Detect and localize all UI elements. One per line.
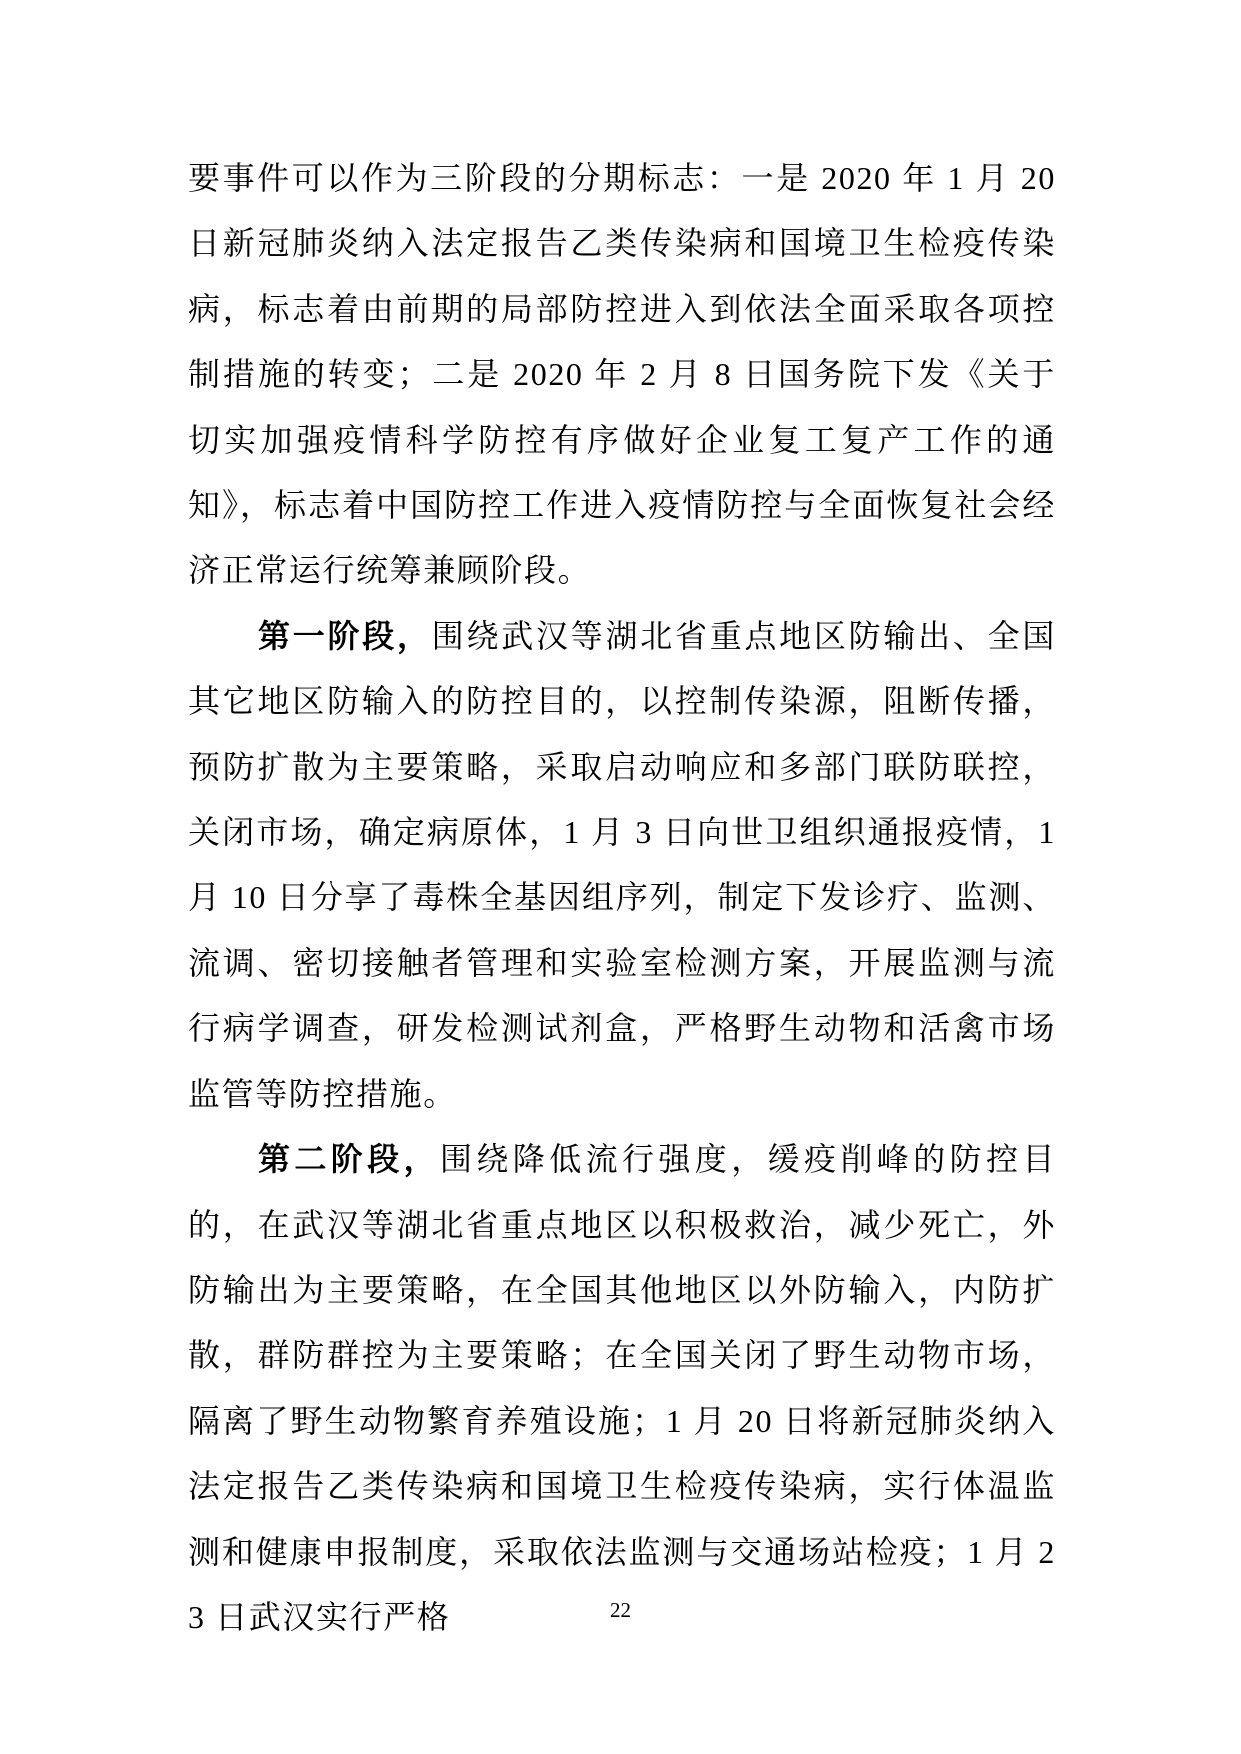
paragraph-phase-one [188, 604, 1056, 1127]
page-body-text [188, 146, 1056, 1650]
paragraph-continuation [188, 146, 1056, 604]
paragraph-phase-two [188, 1127, 1056, 1650]
paragraph-text: 围绕武汉等湖北省重点地区防输出、全国其它地区防输入的防控目的，以控制传染源，阻断传播，预防扩散为主要策略，采取启动响应和多部门联防联控，关闭市场，确定病原体，1 月 3 日向世卫组织通报疫情，1 月 10 日分享了毒株全基因组序列，制定下发诊疗、监测、流调、密切接触者管理和实验室检测方案，开展监测与流行病学调查，研发检测试剂盒，严格野生动物和活禽市场监管等防控措施。 [188, 617, 1056, 1112]
phase-one-heading: 第一阶段， [258, 617, 432, 654]
page-number: 22 [610, 1598, 631, 1622]
paragraph-text: 围绕降低流行强度，缓疫削峰的防控目的，在武汉等湖北省重点地区以积极救治，减少死亡，外防输出为主要策略，在全国其他地区以外防输入，内防扩散，群防群控为主要策略；在全国关闭了野生动物市场，隔离了野生动物繁育养殖设施；1 月 20 日将新冠肺炎纳入法定报告乙类传染病和国境卫生检疫传染病，实行体温监测和健康申报制度，采取依法监测与交通场站检疫；1 月 23 日武汉实行严格 [188, 1141, 1056, 1635]
paragraph-text: 要事件可以作为三阶段的分期标志：一是 2020 年 1 月 20 日新冠肺炎纳入法定报告乙类传染病和国境卫生检疫传染病，标志着由前期的局部防控进入到依法全面采取各项控制措施的转变；二是 2020 年 2 月 8 日国务院下发《关于切实加强疫情科学防控有序做好企业复工复产工作的通知》，标志着中国防控工作进入疫情防控与全面恢复社会经济正常运行统筹兼顾阶段。 [188, 160, 1056, 589]
phase-two-heading: 第二阶段， [258, 1141, 440, 1178]
